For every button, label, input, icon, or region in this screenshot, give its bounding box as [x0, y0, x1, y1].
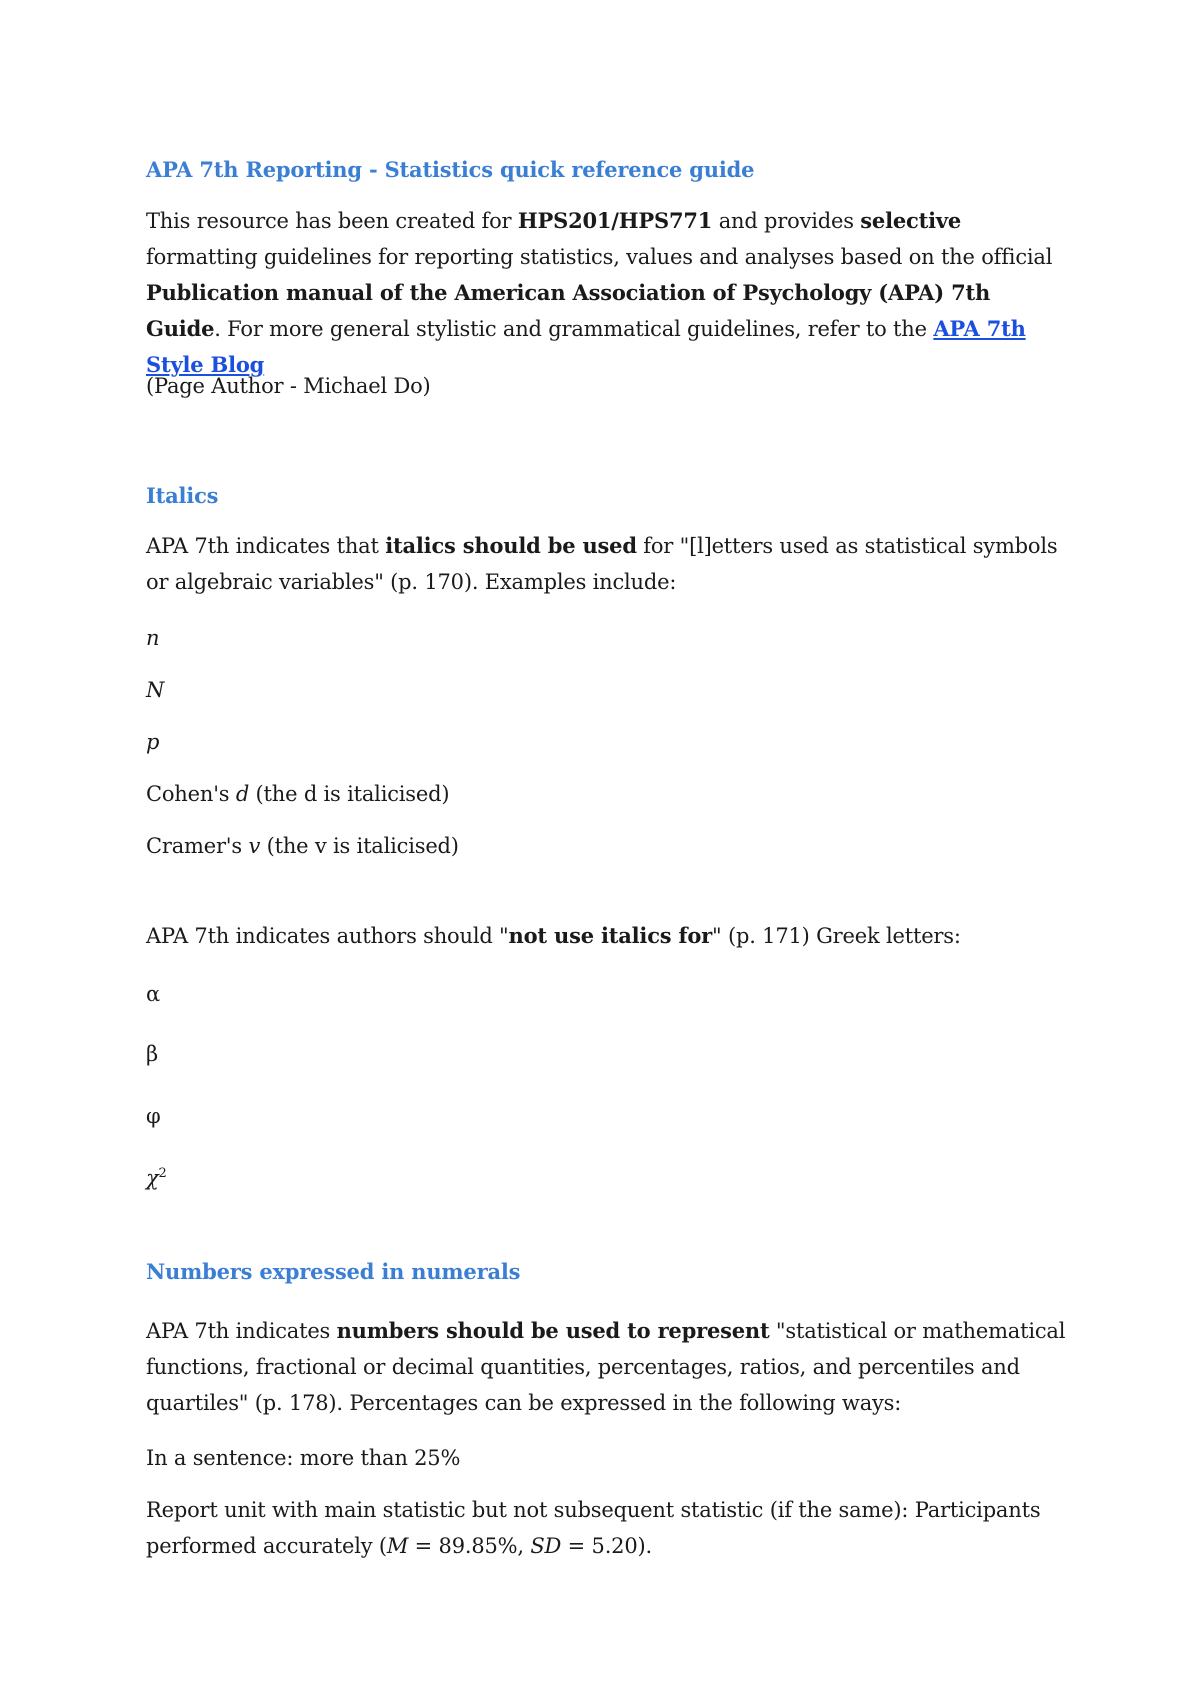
percent-report-example: [146, 1492, 1066, 1564]
example-N: N: [146, 678, 165, 702]
mean-symbol: M: [386, 1534, 409, 1558]
italics-emphasis: italics should be used: [385, 533, 637, 558]
manual-name: Publication manual of the American Association of Psychology (APA) 7th Guide: [146, 280, 991, 341]
intro-text: This resource has been created for: [146, 209, 518, 233]
chi-symbol: χ: [146, 1166, 159, 1190]
chi-superscript: 2: [158, 1166, 167, 1181]
report-text: = 89.85%,: [408, 1534, 531, 1558]
cohen-symbol: d: [235, 782, 250, 806]
cohen-note: (the d is italicised): [249, 782, 450, 806]
report-text: Report unit with main statistic but not subsequent statistic (if the same): Participants performed accurately (: [146, 1498, 1041, 1558]
italics-text: APA 7th indicates that: [146, 534, 386, 558]
intro-text: . For more general stylistic and grammatical guidelines, refer to the: [214, 317, 934, 341]
selective-emphasis: selective: [860, 208, 962, 233]
course-codes: HPS201/HPS771: [517, 208, 713, 233]
intro-text: and provides: [712, 209, 861, 233]
cohen-label: Cohen's: [146, 782, 236, 806]
numerals-text: APA 7th indicates: [146, 1319, 337, 1343]
example-cohens-d: [146, 776, 1066, 812]
intro-paragraph: [146, 203, 1066, 383]
italics-paragraph: [146, 528, 1066, 600]
greek-paragraph: [146, 918, 1066, 954]
apa-style-blog-link[interactable]: APA 7th Style Blog: [146, 316, 1026, 377]
numerals-paragraph: [146, 1313, 1066, 1421]
page-title: APA 7th Reporting - Statistics quick reference guide: [146, 157, 755, 182]
numerals-heading: Numbers expressed in numerals: [146, 1259, 521, 1284]
cramer-label: Cramer's: [146, 834, 249, 858]
greek-text: " (p. 171) Greek letters:: [712, 924, 961, 948]
greek-phi: φ: [146, 1104, 161, 1128]
greek-text: APA 7th indicates authors should ": [146, 924, 509, 948]
greek-emphasis: not use italics for: [508, 923, 713, 948]
intro-text: formatting guidelines for reporting statistics, values and analyses based on the official: [146, 245, 1053, 269]
numerals-emphasis: numbers should be used to represent: [336, 1318, 770, 1343]
example-n: n: [146, 626, 160, 650]
italics-heading: Italics: [146, 483, 219, 508]
cramer-symbol: v: [248, 834, 261, 858]
report-text: = 5.20).: [561, 1534, 652, 1558]
greek-beta: β: [146, 1042, 158, 1066]
example-cramers-v: [146, 828, 1066, 864]
cramer-note: (the v is italicised): [260, 834, 459, 858]
example-p: p: [146, 730, 160, 754]
numerals-text: "statistical or mathematical functions, fractional or decimal quantities, percentages, ratios, and percentiles and quartiles" (p. 178). Percentages can be expressed in the following ways:: [146, 1319, 1066, 1415]
greek-alpha: α: [146, 982, 160, 1006]
greek-chi-squared: [146, 1160, 1066, 1196]
percent-sentence-example: In a sentence: more than 25%: [146, 1446, 461, 1470]
page-author: (Page Author - Michael Do): [146, 374, 431, 398]
sd-symbol: SD: [530, 1534, 562, 1558]
italics-text: for "[l]etters used as statistical symbols or algebraic variables" (p. 170). Examples include:: [146, 534, 1058, 594]
